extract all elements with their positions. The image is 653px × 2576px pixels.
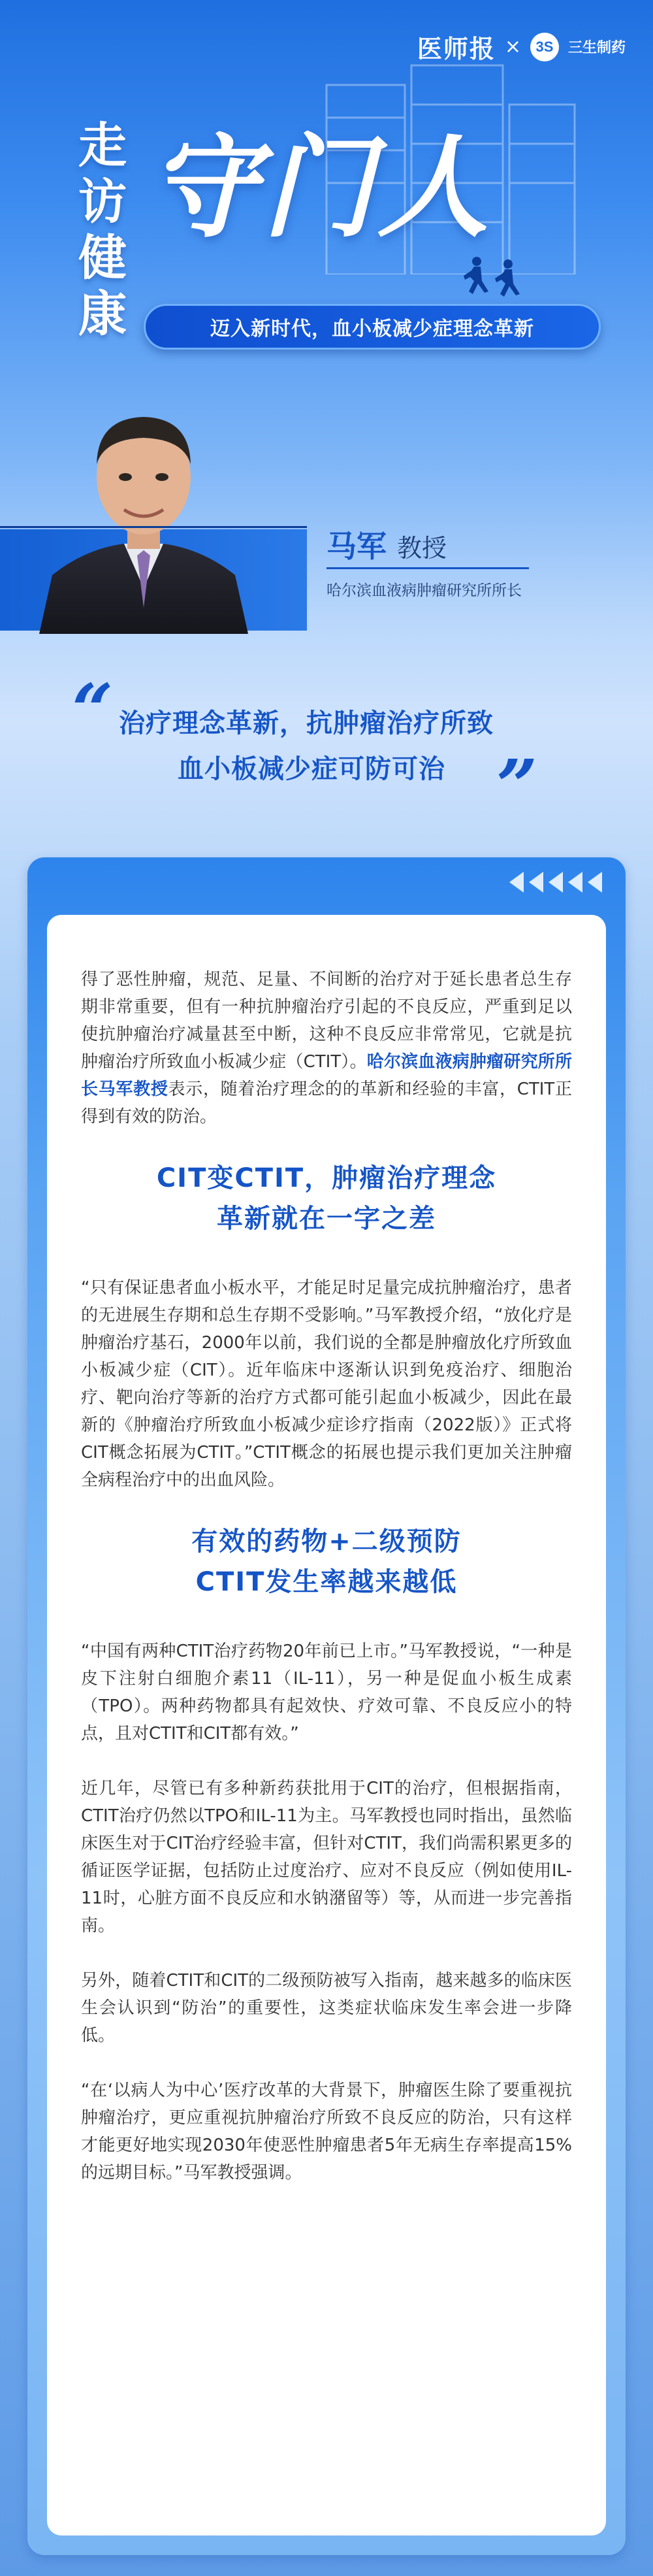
brand-bar — [417, 29, 626, 65]
series-title-vertical — [73, 118, 132, 342]
expert-name-block — [326, 523, 447, 566]
subtitle-banner — [144, 304, 601, 350]
article-paragraph: “中国有两种CTIT治疗药物20年前已上市。”马军教授说，“一种是皮下注射白细胞介素11（IL-11），另一种是促血小板生成素（TPO）。两种药物都具有起效快、疗效可靠、不良反应小的特点，且对CTIT和CIT都有效。” — [81, 1642, 572, 1743]
series-char: 访 — [78, 174, 127, 230]
chevron-left-icon — [568, 872, 582, 893]
article-body — [47, 915, 606, 2535]
brand-partner-logo: 3S — [530, 33, 559, 61]
expert-affiliation: 哈尔滨血液病肿瘤研究所所长 — [326, 582, 522, 599]
series-char: 康 — [78, 286, 127, 342]
series-char: 走 — [78, 118, 127, 174]
section-heading-2-line1: 有效的药物+二级预防 — [191, 1527, 462, 1557]
section-heading-2-line2: CTIT发生率越来越低 — [195, 1567, 458, 1597]
article-intro — [81, 966, 572, 1131]
section-heading-1 — [81, 1158, 572, 1239]
series-char: 健 — [78, 230, 127, 286]
expert-portrait — [26, 392, 261, 634]
section-heading-1-line1: CIT变CTIT，肿瘤治疗理念 — [156, 1163, 497, 1193]
article-paragraph: 近几年，尽管已有多种新药获批用于CIT的治疗，但根据指南，CTIT治疗仍然以TPO和IL-11为主。马军教授也同时指出，虽然临床医生对于CIT治疗经验丰富，但针对CTIT，我们尚需积累更多的循证医学证据，包括防止过度治疗、应对不良反应（例如使用IL-11时，心脏方面不良反应和水钠潴留等）等，从而进一步完善指南。 — [81, 1779, 572, 1936]
brand-separator: × — [504, 35, 521, 58]
brand-partner-name: 三生制药 — [567, 40, 626, 56]
quote-line-1: 治疗理念革新，抗肿瘤治疗所致 — [119, 708, 494, 738]
section-heading-2 — [81, 1521, 572, 1602]
article-paragraph: “只有保证患者血小板水平，才能足时足量完成抗肿瘤治疗，患者的无进展生存期和总生存期不受影响。”马军教授介绍，“放化疗是肿瘤治疗基石，2000年以前，我们说的全都是肿瘤放化疗所致血小板减少症（CIT）。近年临床中逐渐认识到免疫治疗、细胞治疗、靶向治疗等新的治疗方式都可能引起血小板减少，因此在最新的《肿瘤治疗所致血小板减少症诊疗指南（2022版）》正式将CIT概念拓展为CTIT。”CTIT概念的拓展也提示我们更加关注肿瘤全病程治疗中的出血风险。 — [81, 1278, 572, 1490]
chevron-left-icon — [529, 872, 543, 893]
intro-highlight: 哈尔滨血液病肿瘤研究所所长马军教授 — [81, 1052, 572, 1099]
close-quote-icon: ” — [496, 744, 538, 828]
article-card — [27, 857, 626, 2555]
main-title: 守门人 — [148, 122, 493, 253]
quote-line-2: 血小板减少症可防可治 — [178, 754, 445, 784]
chevron-left-icon — [509, 872, 524, 893]
chevron-left-icons — [509, 872, 602, 893]
chevron-left-icon — [588, 872, 602, 893]
article-paragraph: 另外，随着CTIT和CIT的二级预防被写入指南，越来越多的临床医生会认识到“防治”的重要性，这类症状临床发生率会进一步降低。 — [81, 1971, 572, 2045]
intro-text-end: 表示，随着治疗理念的的革新和经验的丰富，CTIT正得到有效的防治。 — [81, 1080, 572, 1127]
brand-logo-yishibao: 医师报 — [417, 34, 496, 63]
expert-title: 教授 — [397, 534, 447, 563]
subtitle-text: 迈入新时代，血小板减少症理念革新 — [210, 318, 534, 340]
affiliation-underline — [326, 567, 529, 569]
chevron-left-icon — [549, 872, 563, 893]
intro-text: 得了恶性肿瘤，规范、足量、不间断的治疗对于延长患者总生存期非常重要，但有一种抗肿瘤治疗引起的不良反应，严重到足以使抗肿瘤治疗减量甚至中断，这种不良反应非常常见，它就是抗肿瘤治疗所致血小板减少症（CTIT）。 — [81, 970, 572, 1072]
open-quote-icon: “ — [72, 668, 114, 752]
article-paragraph: “在‘以病人为中心’医疗改革的大背景下，肿瘤医生除了要重视抗肿瘤治疗，更应重视抗肿瘤治疗所致不良反应的防治，只有这样才能更好地实现2030年使恶性肿瘤患者5年无病生存率提高15%的远期目标。”马军教授强调。 — [81, 2081, 572, 2183]
expert-name: 马军 — [326, 529, 387, 564]
profile-divider — [0, 526, 307, 528]
section-heading-1-line2: 革新就在一字之差 — [217, 1204, 436, 1234]
runners-icon — [457, 255, 529, 307]
